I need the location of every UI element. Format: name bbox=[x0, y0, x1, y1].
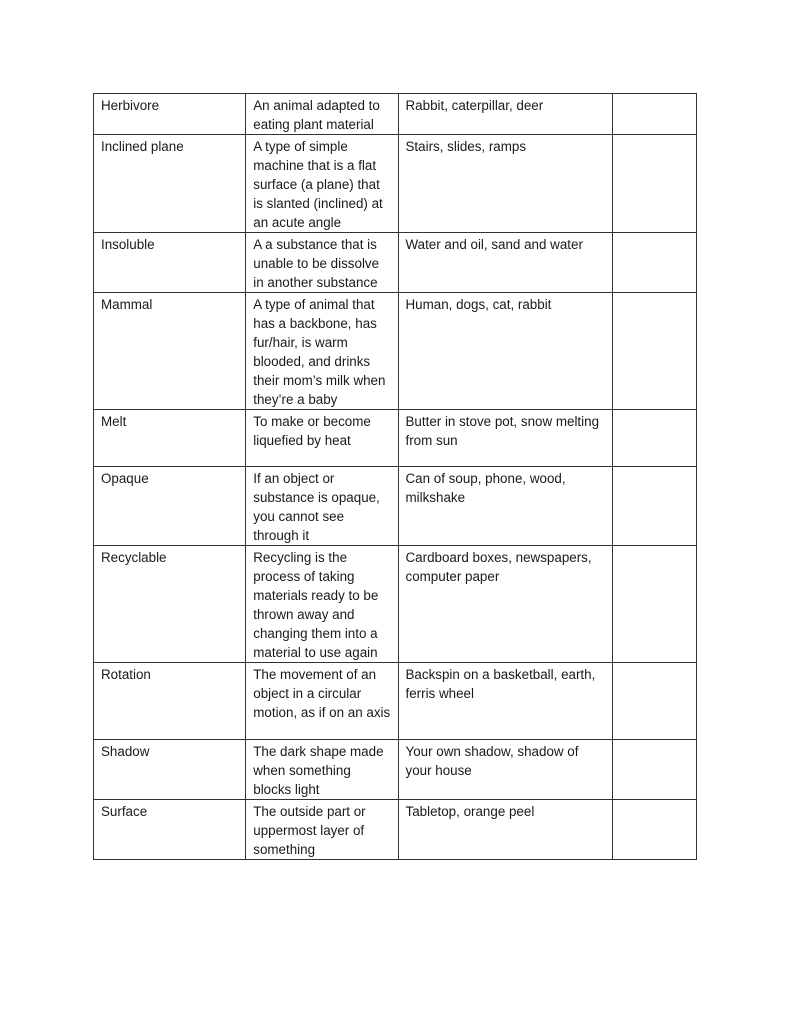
examples-cell: Stairs, slides, ramps bbox=[398, 135, 612, 233]
notes-cell bbox=[612, 135, 696, 233]
definition-cell: The outside part or uppermost layer of something bbox=[246, 800, 398, 860]
definition-cell: If an object or substance is opaque, you cannot see through it bbox=[246, 467, 398, 546]
term-cell: Rotation bbox=[94, 663, 246, 740]
term-cell: Opaque bbox=[94, 467, 246, 546]
definition-cell: An animal adapted to eating plant material bbox=[246, 94, 398, 135]
term-cell: Surface bbox=[94, 800, 246, 860]
term-cell: Inclined plane bbox=[94, 135, 246, 233]
definition-cell: A type of simple machine that is a flat surface (a plane) that is slanted (inclined) at an acute angle bbox=[246, 135, 398, 233]
examples-cell: Water and oil, sand and water bbox=[398, 233, 612, 293]
notes-cell bbox=[612, 293, 696, 410]
term-cell: Insoluble bbox=[94, 233, 246, 293]
table-row bbox=[94, 94, 697, 135]
examples-cell: Human, dogs, cat, rabbit bbox=[398, 293, 612, 410]
examples-cell: Your own shadow, shadow of your house bbox=[398, 740, 612, 800]
notes-cell bbox=[612, 546, 696, 663]
table-row bbox=[94, 663, 697, 740]
notes-cell bbox=[612, 233, 696, 293]
term-cell: Recyclable bbox=[94, 546, 246, 663]
examples-cell: Cardboard boxes, newspapers, computer paper bbox=[398, 546, 612, 663]
definition-cell: Recycling is the process of taking materials ready to be thrown away and changing them into a material to use again bbox=[246, 546, 398, 663]
examples-cell: Tabletop, orange peel bbox=[398, 800, 612, 860]
examples-cell: Butter in stove pot, snow melting from sun bbox=[398, 410, 612, 467]
notes-cell bbox=[612, 467, 696, 546]
notes-cell bbox=[612, 663, 696, 740]
table-row bbox=[94, 740, 697, 800]
definition-cell: A a substance that is unable to be dissolve in another substance bbox=[246, 233, 398, 293]
table-row bbox=[94, 410, 697, 467]
term-cell: Shadow bbox=[94, 740, 246, 800]
table-row bbox=[94, 467, 697, 546]
examples-cell: Backspin on a basketball, earth, ferris wheel bbox=[398, 663, 612, 740]
examples-cell: Rabbit, caterpillar, deer bbox=[398, 94, 612, 135]
vocabulary-table bbox=[93, 93, 697, 860]
definition-cell: A type of animal that has a backbone, has fur/hair, is warm blooded, and drinks their mom’s milk when they’re a baby bbox=[246, 293, 398, 410]
notes-cell bbox=[612, 94, 696, 135]
definition-cell: The movement of an object in a circular motion, as if on an axis bbox=[246, 663, 398, 740]
examples-cell: Can of soup, phone, wood, milkshake bbox=[398, 467, 612, 546]
term-cell: Mammal bbox=[94, 293, 246, 410]
table-row bbox=[94, 293, 697, 410]
term-cell: Herbivore bbox=[94, 94, 246, 135]
table-row bbox=[94, 800, 697, 860]
notes-cell bbox=[612, 410, 696, 467]
definition-cell: The dark shape made when something blocks light bbox=[246, 740, 398, 800]
notes-cell bbox=[612, 740, 696, 800]
definition-cell: To make or become liquefied by heat bbox=[246, 410, 398, 467]
table-row bbox=[94, 233, 697, 293]
table-row bbox=[94, 135, 697, 233]
term-cell: Melt bbox=[94, 410, 246, 467]
notes-cell bbox=[612, 800, 696, 860]
table-row bbox=[94, 546, 697, 663]
